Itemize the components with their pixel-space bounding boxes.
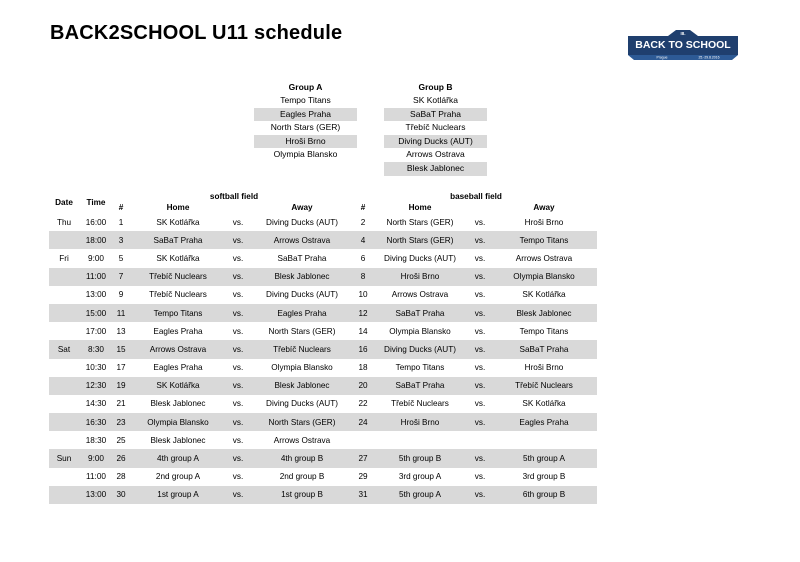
cell-away-team: Olympia Blansko (491, 268, 597, 286)
cell-vs: vs. (474, 326, 486, 336)
cell-game-number: 8 (355, 268, 371, 286)
cell-vs: vs. (232, 435, 244, 445)
cell-date (49, 395, 79, 413)
cell-away-team: Blesk Jablonec (491, 304, 597, 322)
table-row (49, 359, 597, 377)
cell-date (49, 359, 79, 377)
cell-home-team: SK Kotlářka (156, 253, 200, 263)
group-b-list (384, 81, 487, 176)
cell-time: 18:30 (85, 435, 107, 445)
cell-time: 13:00 (79, 486, 113, 504)
cell-home-team: Olympia Blansko (129, 413, 227, 431)
cell-vs: vs. (474, 253, 486, 263)
cell-away-team: SaBaT Praha (277, 253, 327, 263)
cell-away-team: 1st group B (249, 486, 355, 504)
cell-time: 8:30 (79, 340, 113, 358)
cell-away-team: 4th group B (249, 449, 355, 467)
cell-game-number: 7 (113, 268, 129, 286)
group-a-list (254, 81, 357, 162)
group-team: Arrows Ostrava (406, 149, 465, 160)
cell-home-team: Třebíč Nuclears (391, 399, 449, 409)
table-row (49, 449, 597, 467)
page-title: BACK2SCHOOL U11 schedule (50, 22, 343, 44)
cell-vs: vs. (232, 253, 244, 263)
cell-home-team (371, 431, 469, 449)
cell-vs: vs. (469, 486, 491, 504)
header-softball-field: softball field (113, 191, 355, 202)
cell-time: 12:30 (79, 377, 113, 395)
cell-game-number: 23 (113, 413, 129, 431)
header-home: Home (371, 202, 469, 213)
group-a-title: Group A (288, 82, 323, 92)
cell-vs: vs. (474, 363, 486, 373)
cell-vs: vs. (232, 363, 244, 373)
cell-time: 16:30 (79, 413, 113, 431)
cell-time: 16:00 (85, 217, 107, 227)
cell-vs: vs. (227, 340, 249, 358)
cell-vs: vs. (474, 217, 486, 227)
header-time: Time (79, 191, 113, 213)
cell-away-team: 5th group A (491, 449, 597, 467)
cell-away-team: North Stars (GER) (268, 326, 336, 336)
cell-game-number: 11 (113, 304, 129, 322)
cell-away-team: 6th group B (491, 486, 597, 504)
cell-away-team: Olympia Blansko (271, 363, 333, 373)
cell-away-team: 3rd group B (522, 472, 566, 482)
cell-game-number: 28 (116, 472, 126, 482)
cell-game-number: 22 (358, 399, 368, 409)
cell-game-number: 9 (118, 290, 124, 300)
cell-away-team: SK Kotlářka (522, 290, 566, 300)
cell-game-number (355, 431, 371, 449)
header-away: Away (491, 202, 597, 213)
cell-time: 15:00 (79, 304, 113, 322)
logo-numeral: III. (680, 31, 686, 36)
group-team: SaBaT Praha (384, 108, 487, 122)
cell-time: 9:00 (88, 253, 104, 263)
table-row (49, 340, 597, 358)
table-row (49, 468, 597, 486)
cell-game-number: 4 (355, 231, 371, 249)
cell-home-team: North Stars (GER) (386, 217, 454, 227)
cell-date (49, 304, 79, 322)
cell-vs: vs. (469, 268, 491, 286)
cell-vs: vs. (232, 399, 244, 409)
cell-away-team: Eagles Praha (491, 413, 597, 431)
table-row (49, 249, 597, 267)
cell-away-team: Blesk Jablonec (249, 377, 355, 395)
cell-game-number: 26 (113, 449, 129, 467)
cell-home-team: SK Kotlářka (156, 217, 200, 227)
cell-home-team: Diving Ducks (AUT) (384, 253, 456, 263)
cell-home-team: Blesk Jablonec (150, 399, 206, 409)
cell-home-team: Hroši Brno (371, 268, 469, 286)
cell-date (49, 377, 79, 395)
header-num: # (113, 202, 129, 213)
group-team: Diving Ducks (AUT) (384, 135, 487, 149)
table-row (49, 486, 597, 504)
logo-name: BACK TO SCHOOL (635, 39, 731, 51)
cell-home-team: Blesk Jablonec (150, 435, 206, 445)
cell-time: 9:00 (79, 449, 113, 467)
cell-vs: vs. (469, 340, 491, 358)
cell-vs: vs. (469, 377, 491, 395)
table-row (49, 322, 597, 340)
cell-vs: vs. (232, 217, 244, 227)
table-row (49, 286, 597, 304)
cell-game-number: 21 (116, 399, 126, 409)
cell-game-number: 1 (118, 217, 124, 227)
cell-home-team: Arrows Ostrava (391, 290, 449, 300)
group-b-title: Group B (418, 82, 453, 92)
cell-vs: vs. (232, 472, 244, 482)
cell-game-number: 13 (116, 326, 126, 336)
cell-vs: vs. (227, 304, 249, 322)
cell-away-team: 2nd group B (279, 472, 325, 482)
cell-home-team: Hroši Brno (371, 413, 469, 431)
cell-away-team: Hroši Brno (524, 363, 564, 373)
cell-date (49, 486, 79, 504)
header-date: Date (49, 191, 79, 213)
group-team: SK Kotlářka (413, 95, 458, 105)
cell-away-team: SaBaT Praha (491, 340, 597, 358)
cell-home-team: 3rd group A (398, 472, 442, 482)
cell-time: 13:00 (85, 290, 107, 300)
cell-away-team: Arrows Ostrava (249, 231, 355, 249)
cell-date: Sat (49, 340, 79, 358)
cell-date (49, 231, 79, 249)
table-row (49, 377, 597, 395)
back-to-school-logo (624, 27, 742, 63)
group-team: North Stars (GER) (270, 122, 341, 133)
cell-away-team: Arrows Ostrava (515, 253, 573, 263)
group-team: Olympia Blansko (273, 149, 338, 160)
cell-time: 11:00 (79, 268, 113, 286)
cell-home-team: Tempo Titans (129, 304, 227, 322)
cell-home-team: Eagles Praha (153, 326, 203, 336)
cell-home-team: SK Kotlářka (129, 377, 227, 395)
cell-away-team: Tempo Titans (491, 231, 597, 249)
cell-away-team: Hroši Brno (524, 217, 564, 227)
header-num: # (355, 202, 371, 213)
cell-home-team: Arrows Ostrava (129, 340, 227, 358)
logo-city: Prague (656, 55, 668, 60)
cell-home-team: Diving Ducks (AUT) (371, 340, 469, 358)
cell-home-team: 4th group A (129, 449, 227, 467)
cell-away-team: Blesk Jablonec (249, 268, 355, 286)
cell-date (49, 286, 79, 304)
cell-vs: vs. (227, 268, 249, 286)
cell-vs: vs. (232, 326, 244, 336)
cell-game-number: 2 (360, 217, 366, 227)
cell-home-team: 2nd group A (155, 472, 201, 482)
header-away: Away (249, 202, 355, 213)
cell-home-team: 1st group A (129, 486, 227, 504)
header-home: Home (129, 202, 227, 213)
cell-date (49, 431, 79, 449)
cell-away-team: Tempo Titans (519, 326, 569, 336)
cell-home-team: North Stars (GER) (371, 231, 469, 249)
cell-away-team: Diving Ducks (AUT) (266, 290, 338, 300)
header-row-fields (49, 191, 597, 202)
cell-away-team: Diving Ducks (AUT) (266, 217, 338, 227)
cell-away-team: Třebíč Nuclears (491, 377, 597, 395)
cell-vs: vs. (227, 486, 249, 504)
cell-home-team: 5th group B (371, 449, 469, 467)
cell-away-team: Eagles Praha (249, 304, 355, 322)
cell-away-team: SK Kotlářka (522, 399, 566, 409)
cell-date: Thu (56, 217, 72, 227)
table-row (49, 413, 597, 431)
cell-date: Sun (49, 449, 79, 467)
cell-game-number: 31 (355, 486, 371, 504)
cell-home-team: Třebíč Nuclears (149, 290, 207, 300)
table-row (49, 431, 597, 449)
cell-vs: vs. (469, 449, 491, 467)
cell-game-number: 29 (358, 472, 368, 482)
cell-vs: vs. (469, 304, 491, 322)
cell-away-team (491, 431, 597, 449)
cell-vs: vs. (227, 449, 249, 467)
cell-vs: vs. (474, 399, 486, 409)
cell-time: 18:00 (79, 231, 113, 249)
cell-game-number: 10 (358, 290, 368, 300)
group-team: Tempo Titans (280, 95, 331, 105)
group-team: Eagles Praha (254, 108, 357, 122)
cell-time: 17:00 (85, 326, 107, 336)
cell-date: Fri (59, 253, 69, 263)
header-baseball-field: baseball field (355, 191, 597, 202)
cell-away-team: North Stars (GER) (249, 413, 355, 431)
header-vs-blank (469, 202, 491, 213)
cell-date (49, 268, 79, 286)
group-team: Blesk Jablonec (384, 162, 487, 176)
cell-game-number: 19 (113, 377, 129, 395)
cell-vs: vs. (469, 231, 491, 249)
cell-home-team: Třebíč Nuclears (129, 268, 227, 286)
cell-game-number: 30 (113, 486, 129, 504)
cell-game-number: 24 (355, 413, 371, 431)
cell-time: 10:30 (85, 363, 107, 373)
cell-game-number: 6 (360, 253, 366, 263)
table-row (49, 268, 597, 286)
cell-game-number: 15 (113, 340, 129, 358)
cell-home-team: SaBaT Praha (371, 304, 469, 322)
cell-vs: vs. (474, 290, 486, 300)
cell-game-number: 16 (355, 340, 371, 358)
cell-vs: vs. (227, 231, 249, 249)
cell-game-number: 3 (113, 231, 129, 249)
table-row (49, 395, 597, 413)
cell-home-team: SaBaT Praha (129, 231, 227, 249)
cell-vs: vs. (227, 413, 249, 431)
cell-time: 11:00 (86, 472, 106, 482)
table-row (49, 304, 597, 322)
cell-game-number: 14 (358, 326, 368, 336)
cell-game-number: 17 (116, 363, 126, 373)
cell-away-team: Arrows Ostrava (273, 435, 331, 445)
cell-date (49, 322, 79, 340)
cell-home-team: SaBaT Praha (371, 377, 469, 395)
cell-home-team: Tempo Titans (395, 363, 445, 373)
header-vs-blank (227, 202, 249, 213)
cell-game-number: 12 (355, 304, 371, 322)
cell-vs (469, 431, 491, 449)
group-team: Třebíč Nuclears (405, 122, 466, 133)
cell-home-team: Olympia Blansko (389, 326, 451, 336)
group-team: Hroši Brno (254, 135, 357, 149)
table-row (49, 231, 597, 249)
cell-game-number: 18 (358, 363, 368, 373)
cell-date (49, 413, 79, 431)
cell-vs: vs. (469, 413, 491, 431)
cell-away-team: Třebíč Nuclears (249, 340, 355, 358)
cell-game-number: 20 (355, 377, 371, 395)
cell-game-number: 5 (118, 253, 124, 263)
header-row-columns (49, 202, 597, 213)
cell-date (49, 468, 79, 486)
cell-vs: vs. (474, 472, 486, 482)
logo-dates: 25.-29.8.2016 (698, 55, 720, 60)
cell-time: 14:30 (85, 399, 107, 409)
table-row (49, 213, 597, 231)
cell-vs: vs. (232, 290, 244, 300)
cell-away-team: Diving Ducks (AUT) (266, 399, 338, 409)
cell-game-number: 27 (355, 449, 371, 467)
cell-game-number: 25 (116, 435, 126, 445)
schedule-table (49, 191, 597, 504)
cell-home-team: 5th group A (371, 486, 469, 504)
cell-home-team: Eagles Praha (153, 363, 203, 373)
cell-vs: vs. (227, 377, 249, 395)
